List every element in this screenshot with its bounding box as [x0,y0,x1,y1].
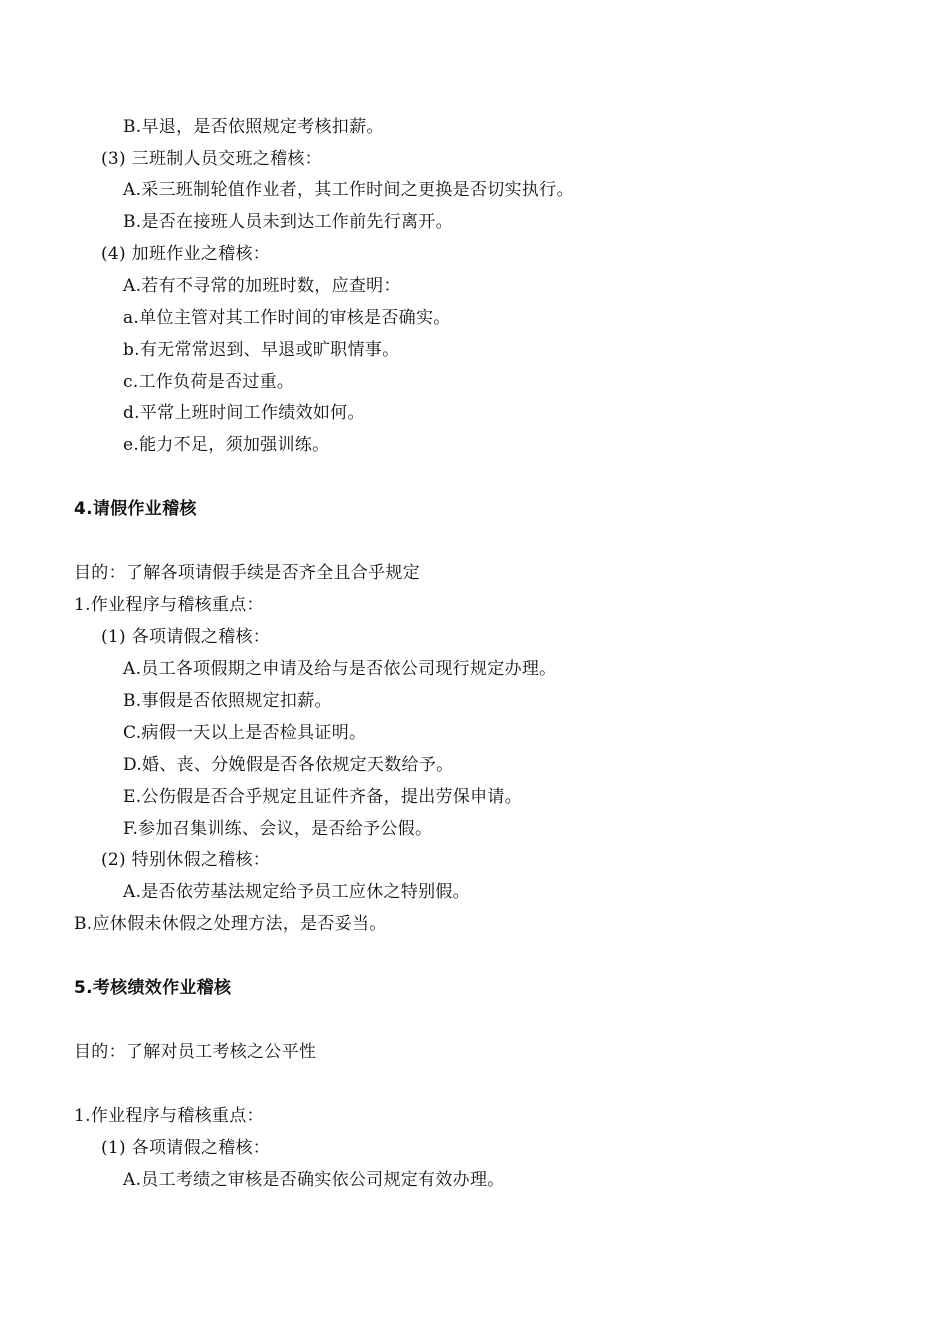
text-line: b.有无常常迟到、早退或旷职情事。 [123,340,400,360]
text-line: A.是否依劳基法规定给予员工应休之特别假。 [123,882,470,902]
text-line: A.员工各项假期之申请及给与是否依公司现行规定办理。 [123,659,557,679]
text-line: A.员工考绩之审核是否确实依公司规定有效办理。 [123,1170,505,1190]
section-item: (3) 三班制人员交班之稽核： [101,149,322,169]
text-line: E.公伤假是否合乎规定且证件齐备，提出劳保申请。 [123,787,523,807]
purpose-line: 目的：了解对员工考核之公平性 [74,1042,317,1062]
section-item: (2) 特别休假之稽核： [101,850,271,870]
text-line: B.事假是否依照规定扣薪。 [123,691,332,711]
section-item: (1) 各项请假之稽核： [101,627,271,647]
purpose-line: 目的：了解各项请假手续是否齐全且合乎规定 [74,563,420,583]
text-line: a.单位主管对其工作时间的审核是否确实。 [123,308,451,328]
section-heading: 4.请假作业稽核 [74,499,197,519]
text-line: C.病假一天以上是否检具证明。 [123,723,367,743]
text-line: e.能力不足，须加强训练。 [123,435,330,455]
section-heading: 5.考核绩效作业稽核 [74,978,232,998]
text-line: D.婚、丧、分娩假是否各依规定天数给予。 [123,755,454,775]
text-line: c.工作负荷是否过重。 [123,372,295,392]
section-item: (4) 加班作业之稽核： [101,244,271,264]
text-line: B.应休假未休假之处理方法，是否妥当。 [74,914,387,934]
section-item: (1) 各项请假之稽核： [101,1138,271,1158]
text-line: d.平常上班时间工作绩效如何。 [123,403,365,423]
text-line: B.是否在接班人员未到达工作前先行离开。 [123,212,453,232]
text-line: B.早退，是否依照规定考核扣薪。 [123,117,384,137]
text-line: A.采三班制轮值作业者，其工作时间之更换是否切实执行。 [123,180,574,200]
text-line: A.若有不寻常的加班时数，应查明： [123,276,401,296]
procedure-title: 1.作业程序与稽核重点： [74,595,264,615]
procedure-title: 1.作业程序与稽核重点： [74,1106,264,1126]
text-line: F.参加召集训练、会议，是否给予公假。 [123,819,433,839]
